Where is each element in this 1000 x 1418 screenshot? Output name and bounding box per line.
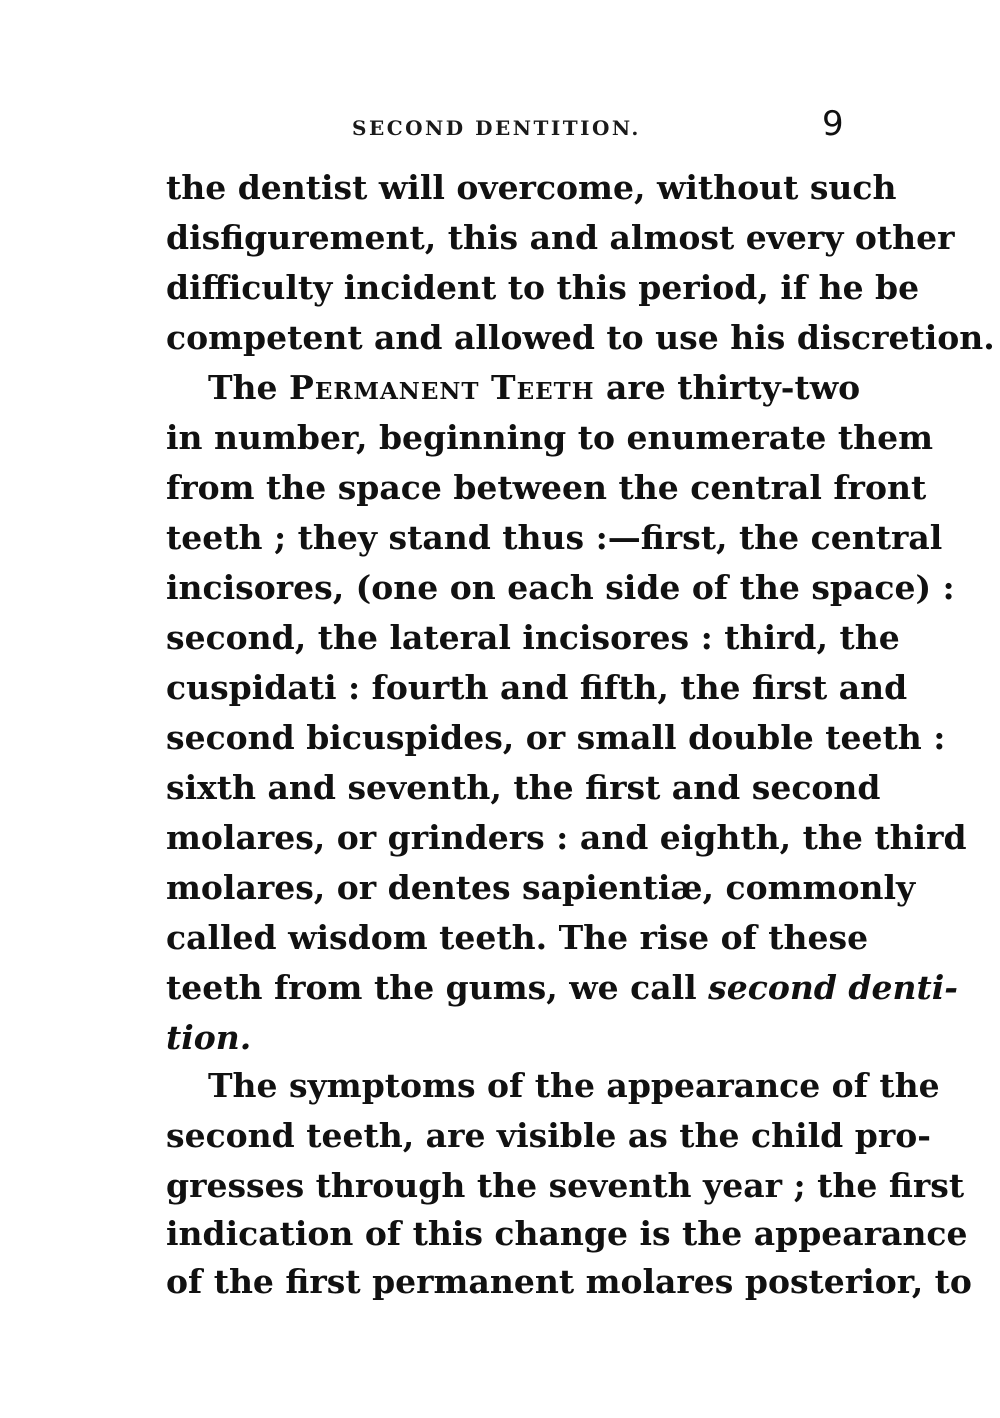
text-line: second, the lateral incisores : third, the — [166, 618, 900, 657]
text-span: teeth from the gums, we call — [166, 968, 709, 1007]
page-number: 9 — [822, 104, 844, 144]
text-line: indication of this change is the appearance — [166, 1214, 968, 1253]
text-line: of the first permanent molares posterior, to — [166, 1262, 972, 1301]
text-line: difficulty incident to this period, if he be — [166, 268, 920, 307]
running-title: SECOND DENTITION. — [352, 116, 641, 140]
text-line: called wisdom teeth. The rise of these — [166, 918, 869, 957]
small-caps-term: Teeth — [491, 368, 595, 407]
text-line: in number, beginning to enumerate them — [166, 418, 933, 457]
italic-term: second denti- — [708, 968, 958, 1007]
text-line: disfigurement, this and almost every other — [166, 218, 955, 257]
text-line: the dentist will overcome, without such — [166, 168, 897, 207]
text-line: incisores, (one on each side of the space) : — [166, 568, 955, 607]
text-line: second bicuspides, or small double teeth : — [166, 718, 946, 757]
text-line: teeth ; they stand thus :—first, the central — [166, 518, 943, 557]
text-line: from the space between the central front — [166, 468, 927, 507]
text-line: second teeth, are visible as the child pro- — [166, 1116, 931, 1155]
text-line: The symptoms of the appearance of the — [208, 1066, 940, 1105]
text-line: gresses through the seventh year ; the first — [166, 1166, 965, 1205]
text-span: The — [208, 368, 290, 407]
text-line — [208, 368, 861, 408]
text-span — [480, 368, 492, 407]
text-line-final: tion. — [166, 1018, 252, 1057]
text-line: sixth and seventh, the first and second — [166, 768, 881, 807]
text-line: competent and allowed to use his discretion. — [166, 318, 995, 357]
text-line — [166, 968, 958, 1008]
text-line: cuspidati : fourth and fifth, the first and — [166, 668, 908, 707]
text-line: molares, or grinders : and eighth, the third — [166, 818, 967, 857]
text-span: are thirty-two — [594, 368, 861, 407]
small-caps-term: Permanent — [289, 368, 480, 407]
text-line: molares, or dentes sapientiæ, commonly — [166, 868, 916, 907]
